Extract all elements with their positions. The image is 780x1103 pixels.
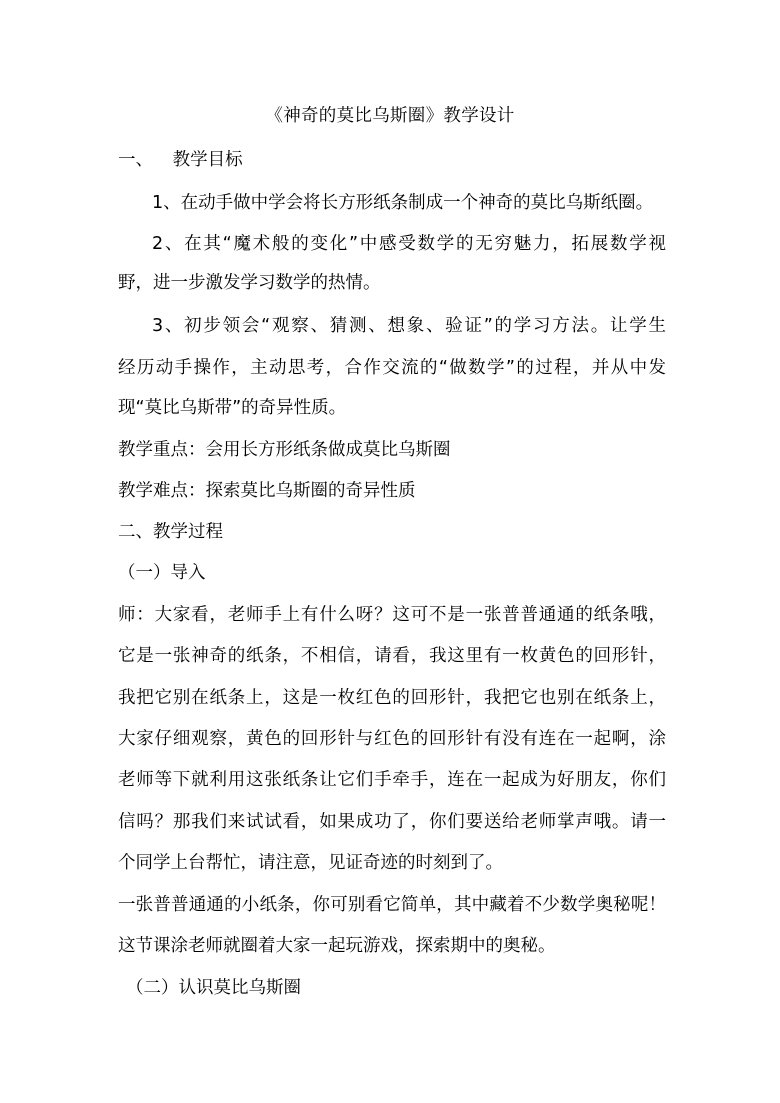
section-heading-goals	[118, 137, 243, 183]
part-heading-mobius: （二）认识莫比乌斯圈	[126, 978, 301, 998]
intro-paragraph-line: 个同学上台帮忙，请注意，见证奇迹的时刻到了。	[118, 853, 503, 873]
goal-item-2-line-1: 2、在其“魔术般的变化”中感受数学的无穷魅力，拓展数学视	[152, 234, 666, 254]
goal-item-3-line-3: 现“莫比乌斯带”的奇异性质。	[118, 398, 347, 418]
key-point: 教学重点：会用长方形纸条做成莫比乌斯圈	[118, 440, 451, 460]
intro-paragraph-line: 它是一张神奇的纸条，不相信，请看，我这里有一枚黄色的回形针，	[118, 646, 666, 666]
document-title: 《神奇的莫比乌斯圈》教学设计	[265, 106, 515, 126]
part-heading-intro: （一）导入	[118, 563, 206, 583]
section-heading-process: 二、教学过程	[118, 522, 223, 542]
intro-paragraph-line: 我把它别在纸条上，这是一枚红色的回形针，我把它也别在纸条上，	[118, 688, 666, 708]
section-number: 一、	[118, 150, 153, 170]
goal-item-3-line-1: 3、初步领会“观察、猜测、想象、验证”的学习方法。让学生	[152, 316, 666, 336]
summary-line: 这节课涂老师就圈着大家一起玩游戏，探索期中的奥秘。	[118, 936, 556, 956]
goal-item-1: 1、在动手做中学会将长方形纸条制成一个神奇的莫比乌斯纸圈。	[152, 193, 654, 213]
section-title: 教学目标	[172, 150, 243, 170]
intro-paragraph-line: 大家仔细观察，黄色的回形针与红色的回形针有没有连在一起啊，涂	[118, 729, 666, 749]
intro-paragraph-line: 师：大家看，老师手上有什么呀？这可不是一张普普通通的纸条哦，	[118, 605, 666, 625]
intro-paragraph-line: 信吗？那我们来试试看，如果成功了，你们要送给老师掌声哦。请一	[118, 812, 666, 832]
difficult-point: 教学难点：探索莫比乌斯圈的奇异性质	[118, 481, 416, 501]
intro-paragraph-line: 老师等下就利用这张纸条让它们手牵手，连在一起成为好朋友，你们	[118, 770, 666, 790]
goal-item-3-line-2: 经历动手操作，主动思考，合作交流的“做数学”的过程，并从中发	[118, 358, 666, 378]
summary-line: 一张普普通通的小纸条，你可别看它简单，其中藏着不少数学奥秘呢！	[118, 895, 666, 915]
goal-item-2-line-2: 野，进一步激发学习数学的热情。	[118, 273, 381, 293]
